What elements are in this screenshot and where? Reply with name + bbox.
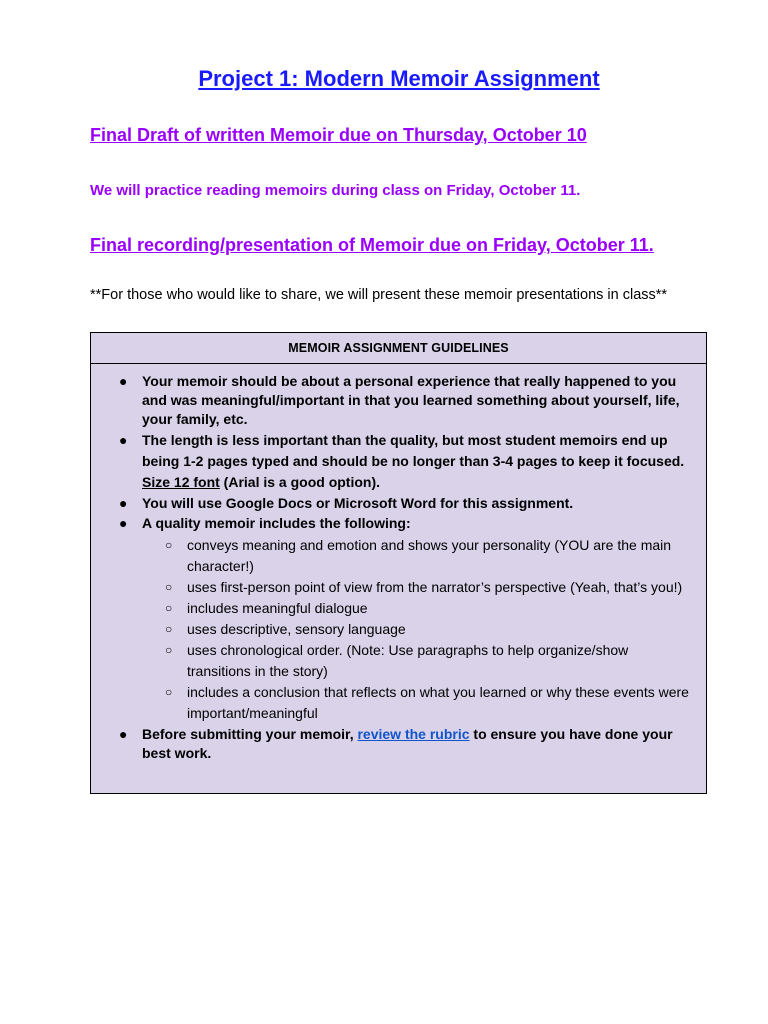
final-draft-due-line: Final Draft of written Memoir due on Thursday, October 10 [90, 125, 587, 145]
bullet-icon: ● [119, 373, 128, 389]
bullet-icon: ● [119, 515, 128, 531]
guideline-software [119, 494, 690, 513]
guideline-personal-experience [119, 372, 690, 429]
guideline-text: The length is less important than the quality, but most student memoirs end up being 1-2 pages typed and should be no longer than 3-4 pages to keep it focused. [142, 432, 685, 469]
hollow-bullet-icon: ○ [165, 685, 173, 699]
guideline-review-rubric [119, 725, 690, 763]
page-title: Project 1: Modern Memoir Assignment [198, 66, 600, 91]
sub-list-item [165, 535, 690, 577]
review-rubric-link[interactable]: review the rubric [357, 726, 470, 742]
sub-list-item [165, 682, 690, 724]
sub-item-text: includes a conclusion that reflects on what you learned or why these events were important/meaningful [187, 684, 689, 721]
guideline-text: Your memoir should be about a personal experience that really happened to you and was meaningful/important in that you learned something about yourself, life, your family, etc. [142, 373, 680, 427]
sub-list-item [165, 640, 690, 682]
guideline-text: (Arial is a good option). [219, 474, 381, 490]
bullet-icon: ● [119, 432, 128, 448]
final-recording-due-line: Final recording/presentation of Memoir due on Friday, October 11. [90, 235, 654, 255]
bullet-icon: ● [119, 495, 128, 511]
practice-reading-line: We will practice reading memoirs during class on Friday, October 11. [90, 182, 581, 199]
guidelines-table [90, 332, 707, 794]
sub-item-text: uses first-person point of view from the narrator’s perspective (Yeah, that’s you!) [187, 579, 683, 595]
sub-item-text: conveys meaning and emotion and shows your personality (YOU are the main character!) [187, 537, 672, 574]
guideline-text: A quality memoir includes the following: [142, 515, 411, 531]
sub-item-text: uses descriptive, sensory language [187, 621, 406, 637]
quality-criteria-list [142, 535, 690, 724]
sub-list-item [165, 598, 690, 619]
guideline-text: Before submitting your memoir, [142, 726, 358, 742]
guideline-text: to ensure you have done your best work. [142, 726, 673, 761]
guideline-text: You will use Google Docs or Microsoft Word for this assignment. [142, 495, 574, 511]
guidelines-list [91, 364, 706, 763]
font-size-note: Size 12 font [142, 474, 220, 490]
hollow-bullet-icon: ○ [165, 643, 173, 657]
guidelines-header: MEMOIR ASSIGNMENT GUIDELINES [91, 333, 706, 364]
bullet-icon: ● [119, 726, 128, 742]
sub-list-item [165, 577, 690, 598]
hollow-bullet-icon: ○ [165, 580, 173, 594]
guideline-length [119, 430, 690, 493]
hollow-bullet-icon: ○ [165, 622, 173, 636]
sub-item-text: uses chronological order. (Note: Use paragraphs to help organize/show transitions in the story) [187, 642, 629, 679]
sub-list-item [165, 619, 690, 640]
hollow-bullet-icon: ○ [165, 601, 173, 615]
share-note: **For those who would like to share, we will present these memoir presentations in class** [90, 287, 668, 303]
guideline-quality-memoir [119, 514, 690, 724]
sub-item-text: includes meaningful dialogue [187, 600, 368, 616]
hollow-bullet-icon: ○ [165, 538, 173, 552]
